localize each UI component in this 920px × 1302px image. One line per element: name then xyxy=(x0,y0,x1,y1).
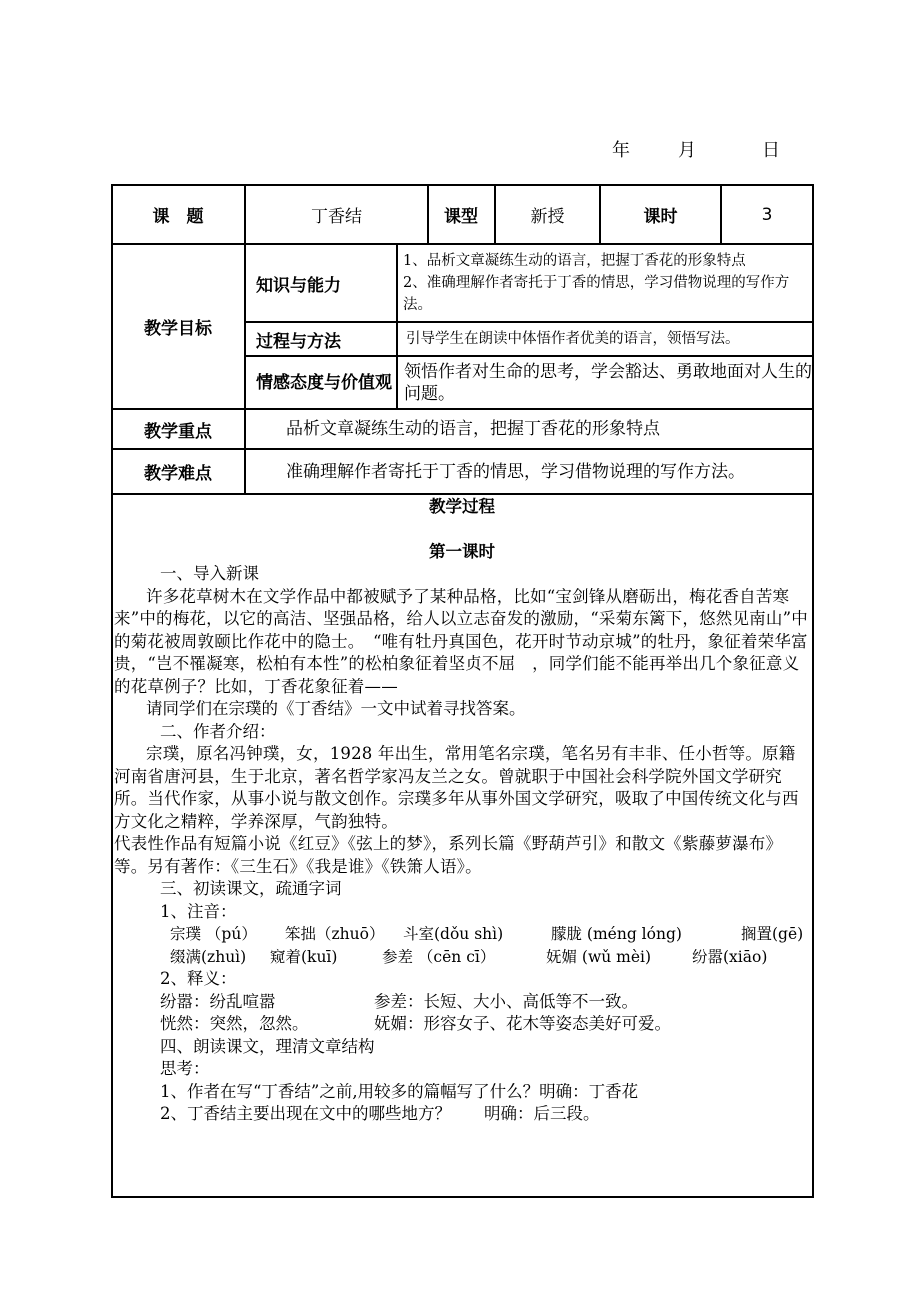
section-2-para-2: 代表性作品有短篇小说《红豆》《弦上的梦》，系列长篇《野葫芦引》和散文《紫藤萝瀑布》等。另有著作：《三生石》《我是谁》《铁箫人语》。 xyxy=(114,834,783,876)
definition-row-1 xyxy=(114,991,810,1014)
emotion-label: 情感态度与价值观 xyxy=(256,372,392,393)
difficulty-label: 教学难点 xyxy=(144,464,212,484)
process-title: 教学过程 xyxy=(429,497,495,516)
date-month: 月 xyxy=(678,140,696,161)
knowledge-text xyxy=(398,245,812,321)
question-2: 2、丁香结主要出现在文中的哪些地方？ 明确：后三段。 xyxy=(160,1104,600,1123)
hours-value: 3 xyxy=(761,204,773,225)
teaching-process xyxy=(114,493,810,1126)
type-value: 新授 xyxy=(530,207,565,227)
goals-label: 教学目标 xyxy=(144,319,212,339)
pinyin-item: 笨拙（zhuō） xyxy=(285,925,385,943)
pinyin-item: 搁置(gē) xyxy=(741,925,804,943)
date-year: 年 xyxy=(612,140,630,161)
section-2-title: 二、作者介绍： xyxy=(160,721,276,741)
section-1-title: 一、导入新课 xyxy=(160,564,259,583)
pinyin-item: 斗室(dǒu shì) xyxy=(403,925,504,943)
knowledge-label: 知识与能力 xyxy=(256,275,341,296)
section-4-title: 四、朗读课文，理清文章结构 xyxy=(160,1036,375,1056)
type-label: 课型 xyxy=(444,207,478,227)
pinyin-item: 缀满(zhuì) xyxy=(170,947,247,966)
pinyin-item: 纷嚣(xiāo) xyxy=(692,947,768,966)
definition-item: 参差：长短、大小、高低等不一致。 xyxy=(374,991,638,1011)
pinyin-item: 朦胧 (méng lóng) xyxy=(551,925,682,943)
section-3-sub-2: 2、释义： xyxy=(160,969,237,988)
hours-label: 课时 xyxy=(643,207,678,227)
section-3-sub-1: 1、注音： xyxy=(160,901,237,921)
section-2-para: 宗璞，原名冯钟璞，女，1928 年出生，常用笔名宗璞，笔名另有丰非、任小哲等。原籍河南省唐河县，生于北京，著名哲学家冯友兰之女。曾就职于中国社会科学院外国文学研究所。当代作家，从事小说与散文创作。宗璞多年从事外国文学研究，吸取了中国传统文化与西方文化之精粹，学养深厚，气韵独特。 xyxy=(114,744,799,831)
emotion-text: 领悟作者对生命的思考，学会豁达、勇敢地面对人生的问题。 xyxy=(404,361,812,404)
section-3-title: 三、初读课文，疏通字词 xyxy=(160,879,342,898)
pinyin-item: 妩媚 (wǔ mèi) xyxy=(546,947,652,966)
definition-item: 恍然：突然，忽然。 xyxy=(160,1014,309,1033)
question-1: 1、作者在写“丁香结”之前,用较多的篇幅写了什么？明确：丁香花 xyxy=(160,1081,639,1101)
difficulty-text: 准确理解作者寄托于丁香的情思，学习借物说理的写作方法。 xyxy=(286,461,745,482)
section-4-think: 思考： xyxy=(160,1059,210,1078)
date-day: 日 xyxy=(762,140,780,161)
pinyin-item: 参差 （cēn cī） xyxy=(382,947,496,966)
process-label: 过程与方法 xyxy=(256,331,341,352)
section-1-para: 许多花草树木在文学作品中都被赋予了某种品格，比如“宝剑锋从磨砺出，梅花香自苦寒来”中的梅花，以它的高洁、坚强品格，给人以立志奋发的激励，“采菊东篱下，悠然见南山”中的菊花被周敦颐比作花中的隐士。 “唯有牡丹真国色，花开时节动京城”的牡丹，象征着荣华富贵，“岂不罹凝寒，松柏有本性”的松柏象征着坚贞不屈 ，同学们能不能再举出几个象征意义的花草例子？比如，丁香花象征着—— xyxy=(114,586,808,696)
definition-row-2 xyxy=(114,1013,810,1036)
topic-value: 丁香结 xyxy=(311,207,362,227)
definition-item: 纷嚣：纷乱喧嚣 xyxy=(160,991,276,1011)
knowledge-line-2: 2、准确理解作者寄托于丁香的情思，学习借物说理的写作方法。 xyxy=(403,275,790,313)
pinyin-row-1 xyxy=(114,923,810,946)
pinyin-item: 宗璞 （pú） xyxy=(170,925,257,943)
pinyin-row-2 xyxy=(114,946,810,969)
lesson-title: 第一课时 xyxy=(429,541,495,561)
knowledge-line-1: 1、品析文章凝练生动的语言，把握丁香花的形象特点 xyxy=(403,253,746,269)
topic-label: 课 题 xyxy=(152,207,204,227)
definition-item: 妩媚：形容女子、花木等姿态美好可爱。 xyxy=(374,1014,671,1033)
process-text: 引导学生在朗读中体悟作者优美的语言，领悟写法。 xyxy=(406,331,740,347)
key-point-label: 教学重点 xyxy=(144,421,212,442)
pinyin-item: 窥着(kuī) xyxy=(270,947,338,966)
key-point-text: 品析文章凝练生动的语言，把握丁香花的形象特点 xyxy=(286,419,660,439)
section-1-para-2: 请同学们在宗璞的《丁香结》一文中试着寻找答案。 xyxy=(146,699,526,718)
